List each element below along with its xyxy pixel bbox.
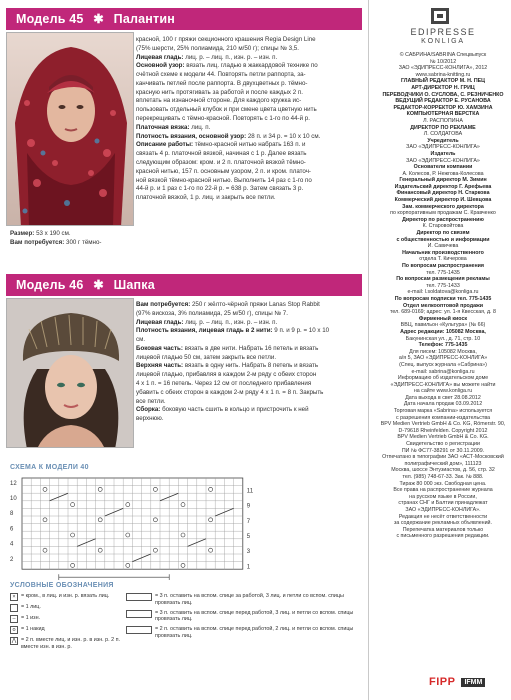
legend-symbol-icon: – <box>10 615 18 623</box>
imprint-line: тел. 775-1433 <box>426 282 460 289</box>
imprint-line: По вопросам распространения <box>401 263 485 269</box>
chart-row-number: 7 <box>246 518 251 525</box>
cable-symbol-icon <box>126 626 152 634</box>
model46-line: (97% вискоза, 3% полиамида, 25 м/50 г), спицы № 7. <box>136 309 288 317</box>
imprint-line: странах СНГ и Балтии принадлежат <box>398 500 488 507</box>
imprint-line: Фирменный киоск <box>418 315 468 322</box>
imprint-line: И. Савичева <box>427 243 459 250</box>
imprint-line: Учредитель <box>427 137 459 144</box>
model45-line: счётной схеме к модели 44. Повторять петли раппорта, за- <box>136 71 306 79</box>
imprint-text <box>377 52 509 540</box>
star-icon: ✱ <box>93 12 104 26</box>
model45-line: связать 4 р. платочной вязкой, начиная с 1 р. Далее вязать <box>136 150 307 158</box>
imprint-line: Москва, шоссе Энтузиастов, д. 56, стр. 32 <box>391 467 495 474</box>
imprint-line: ГЛАВНЫЙ РЕДАКТОР М. Н. ПЕЦ <box>400 78 486 85</box>
model46-line: все петли. <box>136 397 166 405</box>
legend-symbol-icon: × <box>10 593 18 601</box>
imprint-line: Отпечатано в типографии ЗАО «АСТ-Московский <box>382 454 504 461</box>
model46-number: Модель 46 <box>16 278 84 292</box>
chart-row-number: 2 <box>10 556 14 563</box>
imprint-line: Для писем: 105082 Москва, <box>409 348 477 355</box>
model45-line: Платочная вязка: лиц. п. <box>136 123 211 131</box>
model46-instructions <box>136 301 362 424</box>
imprint-line: полиграфический дом», 111123 <box>404 460 482 467</box>
legend-left <box>10 593 122 654</box>
model45-line: красной, 100 г пряжи секционного крашения Regia Design Line <box>136 36 316 43</box>
model46-title: Шапка <box>113 278 155 292</box>
model46-line: лицевой гладью, прибавляя в каждом 2-м ряду с обеих сторон <box>136 371 317 379</box>
legend-symbol-icon <box>10 604 18 612</box>
knitting-chart <box>8 474 268 580</box>
model46-photo <box>6 298 134 448</box>
legend-title: УСЛОВНЫЕ ОБОЗНАЧЕНИЯ <box>10 582 114 589</box>
model46-line: убавить с обеих сторон в каждом 2-м ряду 4 х 1 п. = 8 п. Закрыть <box>136 388 324 396</box>
imprint-line: тел. 689-0169; адрес: ул. 1-я Квесская, д. 8 <box>390 309 496 316</box>
imprint-line: Тираж 80 000 экз. Свободная цена. <box>399 480 487 487</box>
model45-line: пользовать отдельный клубок и при смене цвета цветную нить <box>136 106 317 114</box>
model45-line: вплетать на изнаночной стороне. Для каждого кружка ис- <box>136 97 302 105</box>
legend-item <box>126 593 356 607</box>
chart-row-number: 9 <box>246 503 251 510</box>
model45-line: следующим образом: кром. и 2 п. платочной вязкой тёмно- <box>136 158 306 166</box>
chart-row-number: 5 <box>246 534 251 541</box>
legend-item <box>126 610 356 624</box>
imprint-line: e-mail: sabrina@konliga.ru <box>411 368 475 375</box>
imprint-line: Финансовый директор Н. Старкова <box>396 190 490 197</box>
model45-title: Палантин <box>113 12 175 26</box>
model46-line: Боковая часть: вязать в две нити. Набрать 16 петель и вязать <box>136 344 319 352</box>
chart-row-number: 8 <box>10 511 14 518</box>
legend-label: = 1 изн. <box>21 615 41 621</box>
model46-line: верхнюю. <box>136 415 164 423</box>
imprint-line: ЗАО «ЭДИПРЕСС-КОНЛИГА». <box>405 506 481 513</box>
imprint-line: с общественностью и информации <box>396 236 490 243</box>
imprint-line: ВЕДУЩИЙ РЕДАКТОР Е. РУСАНОВА <box>395 98 491 105</box>
legend-item <box>10 626 122 634</box>
model45-line: Основной узор: вязать лиц. гладью в жаккардовой технике по <box>136 62 318 70</box>
legend-label: = 1 лиц. <box>21 604 41 610</box>
chart-row-number: 1 <box>246 564 251 571</box>
imprint-line: по корпоративным продажам С. Кравченко <box>390 210 496 217</box>
imprint-line: По вопросам подписки тел. 775-1435 <box>394 295 492 302</box>
bottom-logos <box>429 676 485 688</box>
imprint-line: Бакунинская ул., д. 71, стр. 10 <box>405 335 481 342</box>
model45-line: Лицевая гладь: лиц. р. – лиц. п., изн. р. – изн. п. <box>136 53 278 61</box>
imprint-line: а/я 5, ЗАО «ЭДИПРЕСС-КОНЛИГА» <box>398 355 488 362</box>
model45-line: Плотность вязания, основной узор: 28 п. и 34 р. = 10 х 10 см. <box>136 132 321 140</box>
imprint-line: за содержание рекламных объявлений. <box>394 520 492 527</box>
legend-item <box>126 626 356 640</box>
legend-symbol-icon: o <box>10 626 18 634</box>
imprint-line: с письменного разрешения редакции. <box>396 533 490 540</box>
model46-header <box>6 274 362 296</box>
imprint-line: Коммерческий директор И. Шевцова <box>394 197 492 204</box>
imprint-line: с разрешения компании-издательства <box>395 414 491 421</box>
imprint-line: Торговая марка «Sabrina» используется <box>393 408 493 415</box>
imprint-line: Телефон: 775-1435 <box>418 342 468 349</box>
imprint-line: D-79618 Rheinfelden. Copyright 2012 <box>398 427 488 434</box>
legend-label: = 3 п. оставить на вспом. спице перед работой, 3 лиц. и петли со вспом. спицы провязать лиц. <box>155 609 354 623</box>
model45-instructions <box>136 36 362 203</box>
imprint-line: Информацию об издательском доме <box>397 375 489 382</box>
scheme-title: СХЕМА К МОДЕЛИ 40 <box>10 464 89 471</box>
imprint-line: Л. РАСПОПИНА <box>423 117 463 124</box>
model45-line: перекрещивать с тёмно-красной. Повторять с 1-го по 44-й р. <box>136 115 310 123</box>
legend-symbol-icon: ⋀ <box>11 638 17 644</box>
star-icon: ✱ <box>93 278 104 292</box>
imprint-line: № 10/2012 <box>429 58 457 65</box>
model46-line: Лицевая гладь: лиц. р. – лиц. п., изн. р. – изн. п. <box>136 318 278 326</box>
model46-line: Вам потребуется: 250 г жёлто-чёрной пряжи Lanas Stop Rabbit <box>136 301 320 308</box>
legend-label: = 3 п. оставить на вспом. спице за работой, 3 лиц. и петли со вспом. спицы провязать лиц. <box>155 593 344 606</box>
chart-row-number: 10 <box>10 496 17 503</box>
model46-line: Плотность вязания, лицевая гладь в 2 нити: 9 п. и 9 р. = 10 х 10 <box>136 327 330 335</box>
imprint-line: Отдел мелкооптовой продажи <box>402 302 484 309</box>
imprint-line: ПИ № ФС77-38291 от 30.11.2009. <box>401 447 485 454</box>
model46-line: 4 х 1 п. = 16 петель. Через 12 см от последнего прибавления <box>136 380 312 388</box>
legend-right <box>126 593 356 643</box>
model46-line: Верхняя часть: вязать в одну нить. Набрать 8 петель и вязать <box>136 362 319 370</box>
model45-header <box>6 8 362 30</box>
model45-line: (75% шерсти, 25% полиамида, 210 м/50 г); спицы № 3,5. <box>136 44 299 52</box>
imprint-line: Дата начала продаж 03.09.2012 <box>403 401 483 408</box>
imprint-line: Издательский директор Г. Арефьева <box>394 183 492 190</box>
imprint-line: e-mail: l.soldatova@konliga.ru <box>407 289 479 296</box>
imprint-line: на русском языке в России, <box>409 493 477 500</box>
ifmm-logo: IFMM <box>461 678 485 687</box>
imprint-line: тел. (985) 748-67-33. Зак. № 888. <box>402 474 484 480</box>
chart-row-number: 12 <box>10 480 17 487</box>
logo-text-top: EDIPRESSE <box>410 27 476 37</box>
imprint-line: Л. СОЛДАТОВА <box>423 131 463 138</box>
imprint-line: Перепечатка материалов только <box>402 526 484 533</box>
imprint-line: BPV Medien Vertrieb GmbH & Co. KG. <box>397 434 489 441</box>
model45-number: Модель 45 <box>16 12 84 26</box>
model45-caption: Размер: 53 х 190 см. Вам потребуется: 300 г тёмно- <box>10 230 102 246</box>
imprint-line: тел. 775-1435 <box>426 269 460 276</box>
imprint-line: «ЭДИПРЕСС-КОНЛИГА» вы можете найти <box>390 381 496 388</box>
imprint-line: BPV Medien Vertrieb GmbH & Co. KG, Römerstr. 90, <box>380 421 506 428</box>
model46-line: лицевой гладью 50 см, затем закрыть все петли. <box>136 353 277 361</box>
imprint-line: АРТ-ДИРЕКТОР Н. ГРИЦ <box>411 84 475 91</box>
legend-label: = 2 п. вместе лиц. и изн. р. в изн. р. 2 п. вместе изн. в изн. р. <box>21 637 121 650</box>
imprint-line: ЗАО «ЭДИПРЕСС-КОНЛИГА» <box>406 144 480 151</box>
model45-photo <box>6 32 134 226</box>
imprint-line: Издатель <box>430 150 456 157</box>
model45-line: канчивать петлей после раппорта. В двухцветных р. тёмно- <box>136 79 308 87</box>
chart-row-number: 4 <box>10 541 14 548</box>
imprint-line: Редакция не несёт ответственности <box>398 513 488 520</box>
imprint-line: Адрес редакции: 105082 Москва, <box>400 328 486 335</box>
legend-item <box>10 604 122 612</box>
legend-label: = 1 накид <box>21 626 45 632</box>
chart-row-number: 3 <box>246 549 251 556</box>
model45-line: платочной вязкой, 1 р. лиц. и закрыть все петли. <box>136 194 276 202</box>
model45-line: красную нить протягивать за работой и после каждых 2 п. <box>136 88 303 96</box>
imprint-line: ДИРЕКТОР ПО РЕКЛАМЕ <box>410 124 476 131</box>
imprint-line: (Спец. выпуск журнала «Сабрина») <box>399 361 487 368</box>
imprint-line: Основатели компании <box>413 164 473 171</box>
imprint-line: Все права на распространение журнала <box>393 487 493 494</box>
imprint-line: ПЕРЕВОДЧИКИ О. СУСЛОВА, С. РЕЗНИЧЕНКО <box>382 91 504 98</box>
imprint-line: www.sabrina-knitting.ru <box>415 71 471 78</box>
imprint-line: А. Колесов, Р. Нежгова-Колесова <box>402 170 484 177</box>
imprint-line: ВВЦ, павильон «Культура» (№ 66) <box>400 322 486 329</box>
legend-item <box>10 615 122 623</box>
model45-line: Описание работы: тёмно-красной нитью набрать 163 п. и <box>136 141 306 149</box>
imprint-line: Директор по связям <box>416 230 470 237</box>
imprint-line: Дата выхода в свет 28.08.2012 <box>405 394 481 401</box>
model45-line: красной нитью, 157 п. основным узором, 2 п. и кром. платоч- <box>136 167 311 175</box>
chart-row-number: 6 <box>10 526 14 533</box>
imprint-line: © САБРИНА/SABRINA Спецвыпуск <box>399 52 487 58</box>
imprint-line: ЗАО «ЭДИПРЕСС-КОНЛИГА», 2012 <box>398 65 488 72</box>
cable-symbol-icon <box>126 593 152 601</box>
imprint-line: Начальник производственного <box>402 249 484 256</box>
imprint-line: Зам. коммерческого директора <box>402 203 484 210</box>
model46-line: Сборка: боковую часть сшить в кольцо и пристрочить к ней <box>136 406 309 414</box>
cable-symbol-icon <box>126 610 152 618</box>
logo-text-bottom: KONLIGA <box>421 38 465 45</box>
imprint-line: Генеральный директор М. Зимин <box>399 177 487 184</box>
fipp-logo: FIPP <box>429 676 456 688</box>
imprint-line: По вопросам размещения рекламы <box>396 276 490 283</box>
legend-item <box>10 593 122 601</box>
imprint-line: К. Старовойтова <box>422 223 464 230</box>
imprint-line: Свидетельство о регистрации <box>406 441 480 448</box>
model45-line: ной вязкой тёмно-красной нитью. Выполнить 14 раз с 1-го по <box>136 176 312 184</box>
imprint-line: РЕДАКТОР-КОРРЕКТОР Ю. ХАМЗИНА <box>393 104 493 111</box>
legend-label: = кром., в лиц. и изн. р. вязать лиц. <box>21 593 110 599</box>
legend-item <box>10 637 122 651</box>
imprint-line: Директор по распространению <box>402 216 484 223</box>
imprint-line: на сайте www.konliga.ru <box>413 388 473 395</box>
chart-row-number: 11 <box>246 488 254 495</box>
legend-label: = 2 п. оставить на вспом. спице перед работой, 2 лиц. и петли со вспом. спицы провязать лиц. <box>155 626 354 639</box>
imprint-line: КОМПЬЮТЕРНАЯ ВЕРСТКА <box>406 111 480 118</box>
model45-line: 44-й р. и 1 раз с 1-го по 22-й р. = 638 р. Затем связать 3 р. <box>136 185 304 193</box>
model46-line: см. <box>136 336 146 344</box>
imprint-column <box>368 0 511 700</box>
imprint-line: отдела Т. Кичерова <box>419 256 467 263</box>
imprint-line: ЗАО «ЭДИПРЕСС-КОНЛИГА» <box>406 157 480 164</box>
